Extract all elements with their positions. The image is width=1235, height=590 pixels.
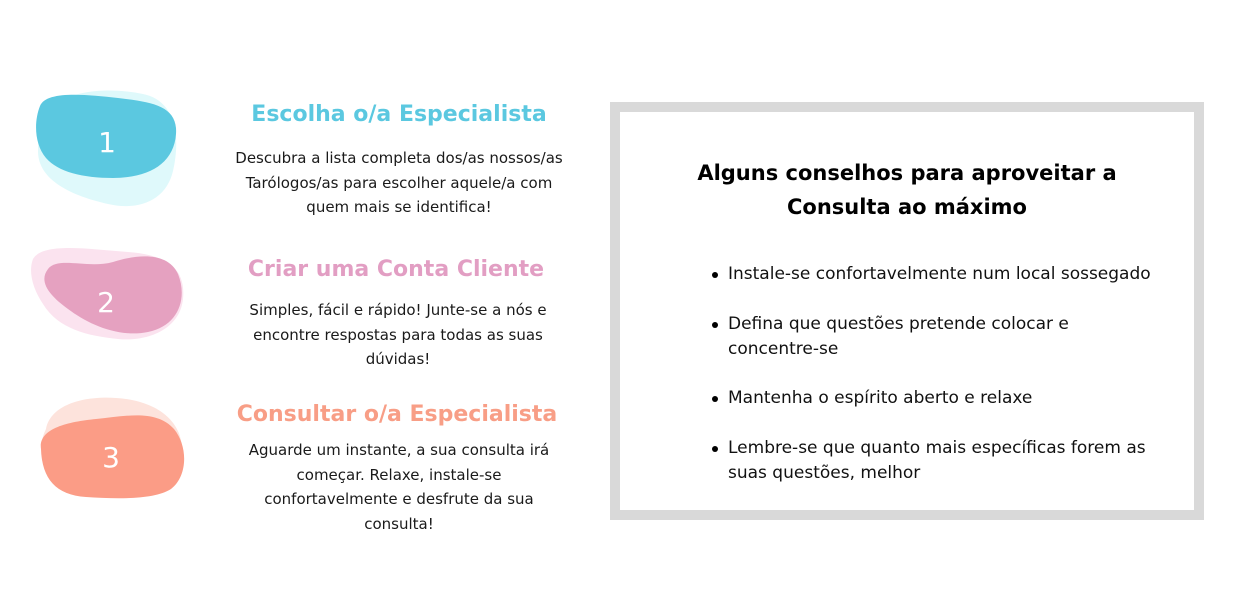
step-1-number: 1 [98, 126, 116, 159]
tip-item-line: Mantenha o espírito aberto e relaxe [728, 388, 1033, 408]
step-1-description [219, 146, 579, 220]
step-2-desc-line: encontre respostas para todas as suas [253, 325, 543, 344]
tip-item-line: suas questões, melhor [728, 463, 921, 483]
tip-item [706, 312, 1156, 362]
tip-item [706, 386, 1156, 411]
step-1-title: Escolha o/a Especialista [251, 102, 547, 127]
step-3-desc-line: consulta! [364, 514, 434, 533]
step-2-number: 2 [97, 286, 115, 319]
step-2-title: Criar uma Conta Cliente [247, 257, 545, 282]
tip-item [706, 436, 1156, 486]
step-3-desc-line: confortavelmente e desfrute da sua [264, 490, 534, 508]
step-2-desc-line: dúvidas! [365, 350, 431, 368]
step-2-description [228, 298, 568, 372]
tip-item [706, 262, 1156, 287]
step-1-desc-line: Tarólogos/as para escolher aquele/a com [245, 173, 553, 192]
tips-list [706, 262, 1156, 486]
step-3-desc-line: Aguarde um instante, a sua consulta irá [248, 441, 550, 459]
tips-title [620, 156, 1194, 224]
tip-item-line: concentre-se [728, 339, 839, 359]
step-2-desc-line: Simples, fácil e rápido! Junte-se a nós e [249, 301, 547, 319]
step-1-desc-line: Descubra a lista completa dos/as nossos/as [235, 149, 563, 167]
step-2-blob-icon [28, 244, 188, 344]
tip-item-line: Instale-se confortavelmente num local sossegado [728, 264, 1151, 284]
tip-item-line: Defina que questões pretende colocar e [728, 314, 1069, 334]
step-3-number: 3 [102, 441, 120, 474]
step-1-blob-icon [28, 86, 188, 211]
tips-title-line: Consulta ao máximo [787, 195, 1027, 219]
tip-item-line: Lembre-se que quanto mais específicas forem as [728, 438, 1146, 458]
step-3-title: Consultar o/a Especialista [236, 402, 558, 427]
step-3-desc-line: começar. Relaxe, instale-se [296, 465, 502, 484]
tips-panel [610, 102, 1204, 520]
tips-title-line: Alguns conselhos para aproveitar a [697, 161, 1117, 185]
step-1-desc-line: quem mais se identifica! [306, 198, 492, 216]
step-3-blob-icon [36, 394, 188, 502]
step-3-description [229, 438, 569, 536]
